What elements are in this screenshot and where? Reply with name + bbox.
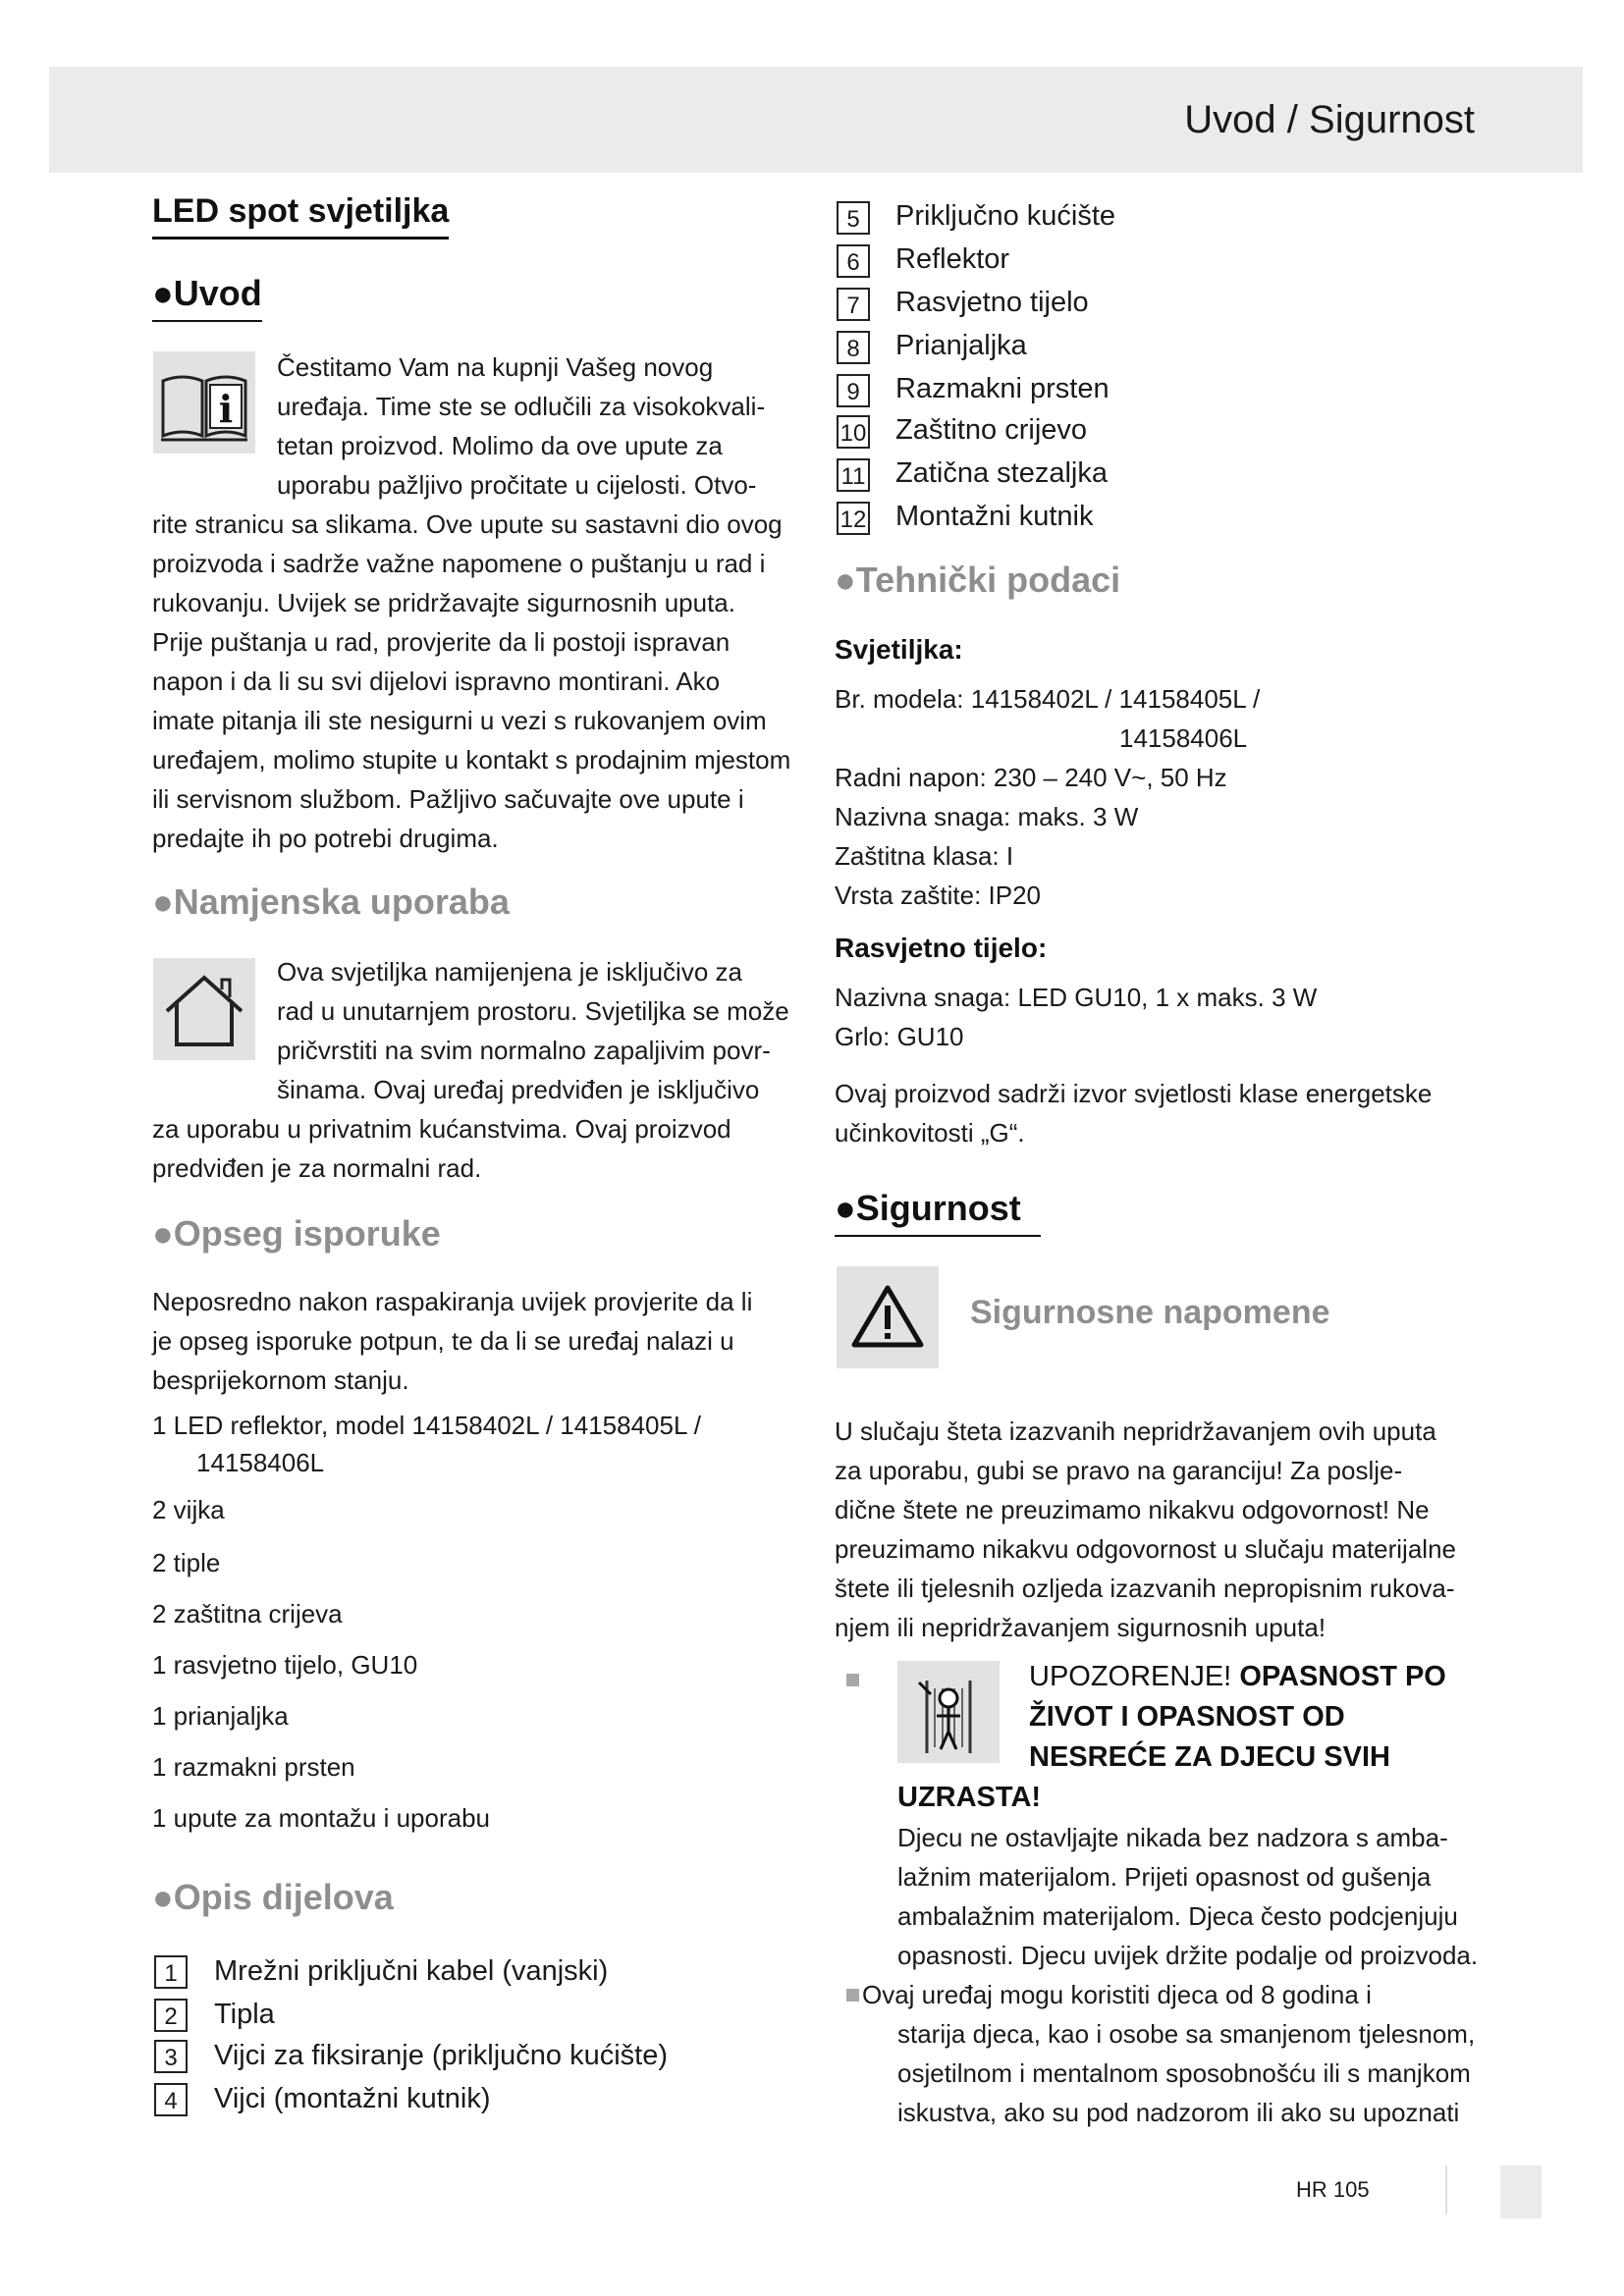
text-line: preuzimamo nikakvu odgovornost u slučaju materijalne xyxy=(835,1534,1456,1564)
text-line: Ova svjetiljka namijenjena je isključivo za xyxy=(277,957,742,987)
intro-heading: ●Uvod xyxy=(152,273,262,322)
text-line: besprijekornom stanju. xyxy=(152,1365,409,1395)
text-line: imate pitanja ili ste nesigurni u vezi s rukovanjem ovim xyxy=(152,706,767,735)
text-line: tetan proizvod. Molimo da ove upute za xyxy=(277,431,723,460)
text-line: lažnim materijalom. Prijeti opasnost od gušenja xyxy=(897,1862,1432,1892)
bulb-specs xyxy=(835,978,1483,1056)
part-number: 7 xyxy=(837,288,870,321)
text-line: je opseg isporuke potpun, te da li se uređaj nalazi u xyxy=(152,1326,734,1356)
part-number: 10 xyxy=(837,415,870,449)
spec-line: Br. modela: 14158402L / 14158405L / xyxy=(835,684,1261,714)
text-line: šinama. Ovaj uređaj predviđen je isključivo xyxy=(277,1075,760,1104)
intro-text xyxy=(152,505,800,858)
main-title: LED spot svjetiljka xyxy=(152,192,449,240)
text-line: napon i da li su svi dijelovi ispravno montirani. Ako xyxy=(152,667,721,696)
text-line: rite stranicu sa slikama. Ove upute su sastavni dio ovog xyxy=(152,509,783,539)
text-line: ambalažnim materijalom. Djeca često podcjenjuju xyxy=(897,1901,1458,1931)
warning-triangle-icon xyxy=(837,1266,939,1368)
part-number: 1 xyxy=(154,1955,188,1989)
part-number: 8 xyxy=(837,331,870,364)
spec-line: Vrsta zaštite: IP20 xyxy=(835,881,1042,910)
lamp-specs xyxy=(835,679,1483,915)
page-number: HR 105 xyxy=(1296,2177,1370,2202)
spec-line: Nazivna snaga: maks. 3 W xyxy=(835,802,1139,831)
text-line: rukovanju. Uvijek se pridržavajte sigurnosnih uputa. xyxy=(152,588,735,617)
intro-heading-wrap xyxy=(152,273,262,322)
energy-text xyxy=(835,1074,1483,1152)
list-item: 1 rasvjetno tijelo, GU10 xyxy=(152,1650,418,1680)
text-line: pričvrstiti na svim normalno zapaljivim povr- xyxy=(277,1036,771,1065)
part-label: Vijci (montažni kutnik) xyxy=(214,2083,491,2114)
page-header xyxy=(49,67,1583,173)
text-line: uređaja. Time ste se odlučili za visokokvali- xyxy=(277,392,766,421)
part-label: Prianjaljka xyxy=(895,330,1027,361)
text-line: ili servisnom službom. Pažljivo sačuvajte ove upute i xyxy=(152,784,744,814)
info-book-icon xyxy=(153,351,255,454)
part-number: 6 xyxy=(837,244,870,278)
warning-title-line: NESREĆE ZA DJECU SVIH xyxy=(1029,1741,1390,1773)
part-number: 2 xyxy=(154,1999,188,2032)
safety-heading-wrap xyxy=(835,1188,1041,1237)
text-line: predajte ih po potrebi drugima. xyxy=(152,824,499,853)
part-label: Reflektor xyxy=(895,243,1010,275)
part-label: Zaštitno crijevo xyxy=(895,414,1088,446)
text-line: za uporabu u privatnim kućanstvima. Ovaj proizvod xyxy=(152,1114,731,1144)
text-line: osjetilnom i mentalnom sposobnošću ili s manjkom xyxy=(897,2058,1471,2088)
part-label: Zatična stezaljka xyxy=(895,457,1108,489)
text-line: iskustva, ako su pod nadzorom ili ako su upoznati xyxy=(897,2098,1460,2127)
bullet2-text xyxy=(897,2014,1487,2132)
spec-line: Radni napon: 230 – 240 V~, 50 Hz xyxy=(835,763,1227,792)
part-number: 5 xyxy=(837,201,870,235)
list-item: 1 prianjaljka xyxy=(152,1701,289,1731)
text-line: Prije puštanja u rad, provjerite da li postoji ispravan xyxy=(152,627,731,657)
bullet2-first-line: Ovaj uređaj mogu koristiti djeca od 8 godina i xyxy=(862,1980,1372,2009)
spec-line: Grlo: GU10 xyxy=(835,1022,964,1051)
list-item: 2 vijka xyxy=(152,1495,225,1524)
delivery-text xyxy=(152,1282,800,1400)
part-number: 9 xyxy=(837,374,870,407)
safety-text xyxy=(835,1412,1492,1647)
warning-title-line: UZRASTA! xyxy=(897,1782,1042,1813)
list-item: 2 zaštitna crijeva xyxy=(152,1599,343,1629)
part-number: 11 xyxy=(837,458,870,492)
bullet-icon xyxy=(846,1674,859,1686)
intended-use-heading: ●Namjenska uporaba xyxy=(152,881,510,922)
text-line: Čestitamo Vam na kupnji Vašeg novog xyxy=(277,352,714,382)
safety-heading: ●Sigurnost xyxy=(835,1188,1041,1237)
bullet-icon xyxy=(846,1989,859,2002)
delivery-heading: ●Opseg isporuke xyxy=(152,1213,441,1254)
bulb-heading: Rasvjetno tijelo: xyxy=(835,933,1048,963)
intended-use-text-indent xyxy=(277,952,797,1109)
part-label: Razmakni prsten xyxy=(895,373,1110,404)
list-item: 1 razmakni prsten xyxy=(152,1752,355,1782)
part-label: Vijci za fiksiranje (priključno kućište) xyxy=(214,2040,669,2071)
text-line: za uporabu, gubi se pravo na garanciju! Za poslje- xyxy=(835,1456,1403,1485)
part-label: Montažni kutnik xyxy=(895,501,1094,532)
lamp-heading: Svjetiljka: xyxy=(835,634,963,665)
header-title: Uvod / Sigurnost xyxy=(1184,98,1475,141)
part-label: Rasvjetno tijelo xyxy=(895,287,1089,318)
list-item: 1 upute za montažu i uporabu xyxy=(152,1803,491,1833)
warning-text xyxy=(897,1818,1487,1975)
spec-line: Zaštitna klasa: I xyxy=(835,841,1014,871)
text-line: učinkovitosti „G“. xyxy=(835,1118,1025,1148)
warning-title xyxy=(1029,1657,1490,1778)
part-number: 3 xyxy=(154,2040,188,2073)
spec-line: Nazivna snaga: LED GU10, 1 x maks. 3 W xyxy=(835,983,1318,1012)
text-line: štete ili tjelesnih ozljeda izazvanih nepropisnim rukova- xyxy=(835,1574,1455,1603)
part-label: Tipla xyxy=(214,1999,275,2030)
list-item: 14158406L xyxy=(196,1448,325,1477)
text-line: U slučaju šteta izazvanih nepridržavanjem ovih uputa xyxy=(835,1416,1436,1446)
list-item: 2 tiple xyxy=(152,1548,221,1577)
child-warning-icon xyxy=(897,1661,1000,1763)
text-line: dične štete ne preuzimamo nikakvu odgovornost! Ne xyxy=(835,1495,1430,1524)
text-line: opasnosti. Djecu uvijek držite podalje od proizvoda. xyxy=(897,1941,1479,1970)
text-line: njem ili nepridržavanjem sigurnosnih uputa! xyxy=(835,1613,1326,1642)
intro-text-indent xyxy=(277,347,797,505)
text-line: uporabu pažljivo pročitate u cijelosti. Otvo- xyxy=(277,470,757,500)
warning-title-line: ŽIVOT I OPASNOST OD xyxy=(1029,1701,1345,1733)
intended-use-text xyxy=(152,1109,800,1188)
text-line: Djecu ne ostavljajte nikada bez nadzora s amba- xyxy=(897,1823,1448,1852)
safety-subheading: Sigurnosne napomene xyxy=(970,1294,1330,1331)
text-line: Ovaj proizvod sadrži izvor svjetlosti klase energetske xyxy=(835,1079,1433,1108)
part-label: Priključno kućište xyxy=(895,200,1116,232)
text-line: predviđen je za normalni rad. xyxy=(152,1153,482,1183)
warning-title-line: OPASNOST PO xyxy=(1239,1661,1446,1692)
main-title-wrap xyxy=(152,192,449,240)
text-line: starija djeca, kao i osobe sa smanjenom tjelesnom, xyxy=(897,2019,1476,2049)
text-line: uređajem, molimo stupite u kontakt s prodajnim mjestom xyxy=(152,745,791,774)
text-line: rad u unutarnjem prostoru. Svjetiljka se može xyxy=(277,996,789,1026)
text-line: Neposredno nakon raspakiranja uvijek provjerite da li xyxy=(152,1287,753,1316)
footer-tab xyxy=(1500,2165,1542,2218)
parts-heading: ●Opis dijelova xyxy=(152,1877,394,1917)
text-line: proizvoda i sadrže važne napomene o puštanju u rad i xyxy=(152,549,766,578)
part-number: 12 xyxy=(837,502,870,535)
house-icon xyxy=(153,958,255,1060)
spec-line: 14158406L xyxy=(1119,723,1248,753)
svg-text:i: i xyxy=(218,387,234,431)
list-item: 1 LED reflektor, model 14158402L / 14158405L / xyxy=(152,1411,701,1440)
footer-divider xyxy=(1445,2165,1447,2215)
tech-heading: ●Tehnički podaci xyxy=(835,560,1121,600)
part-label: Mrežni priključni kabel (vanjski) xyxy=(214,1955,609,1987)
part-number: 4 xyxy=(154,2083,188,2116)
warning-prefix: UPOZORENJE! xyxy=(1029,1661,1232,1692)
